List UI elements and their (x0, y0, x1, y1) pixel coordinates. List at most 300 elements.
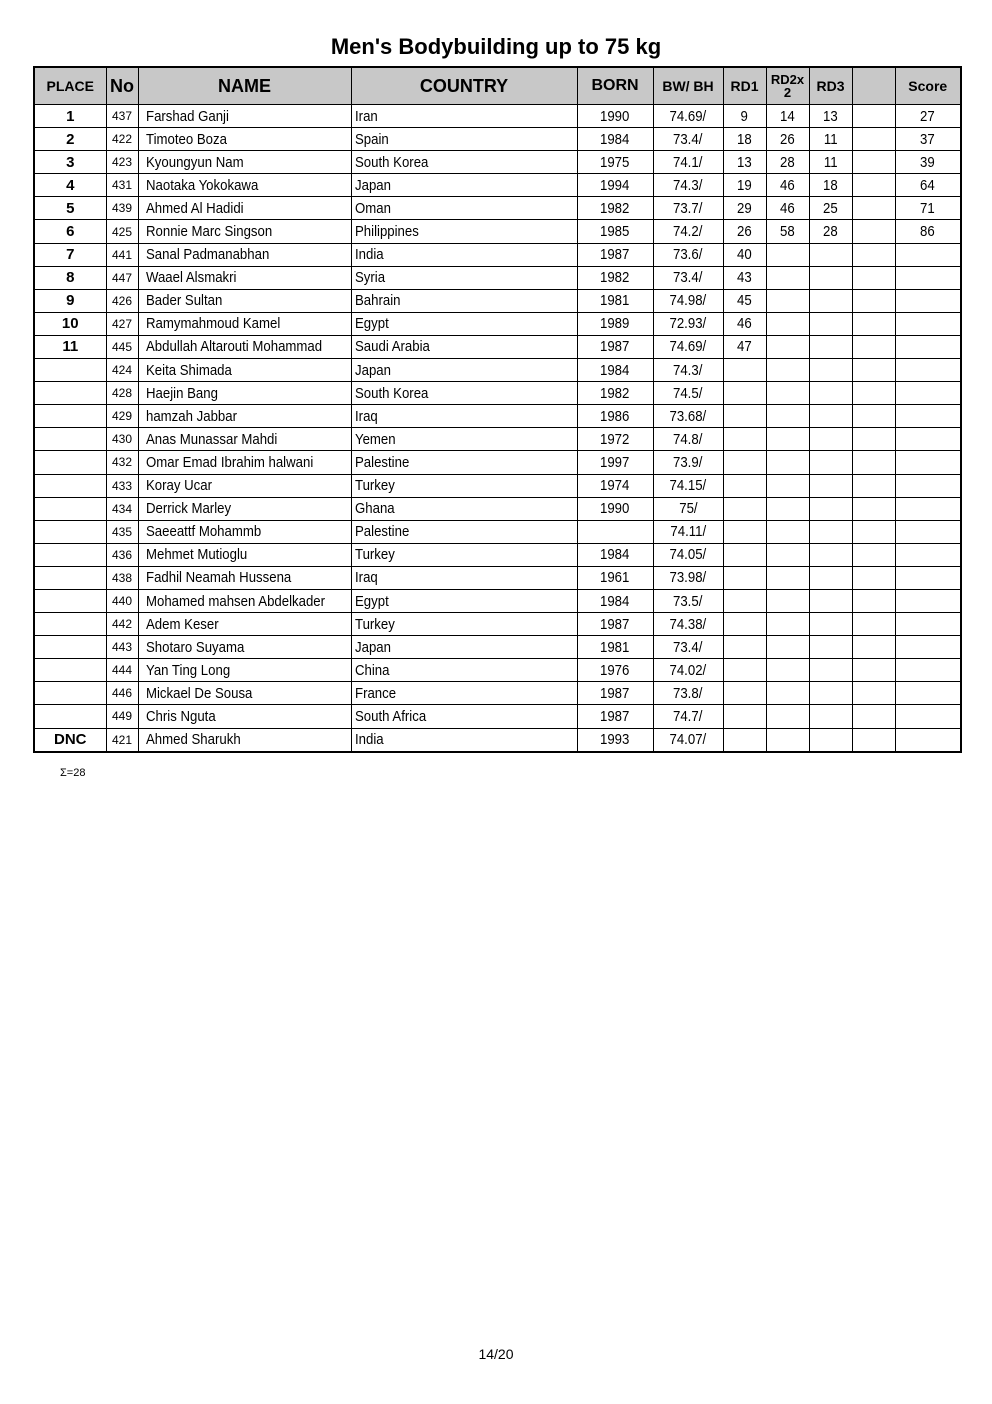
cell-score (895, 243, 961, 266)
cell-bw-text: 74.3/ (673, 176, 703, 194)
cell-rd1 (723, 243, 766, 266)
cell-name (138, 428, 351, 451)
cell-name-text: hamzah Jabbar (145, 407, 237, 425)
cell-rd2 (766, 659, 809, 682)
cell-country-text: Egypt (354, 592, 389, 610)
cell-born-text: 1961 (600, 569, 630, 587)
cell-country (351, 197, 577, 220)
cell-bw-text: 73.5/ (673, 592, 703, 610)
cell-born (577, 497, 653, 520)
table-row (34, 197, 961, 220)
cell-no: 439 (106, 197, 138, 220)
cell-country-text: Oman (354, 199, 391, 217)
cell-rd1-text: 43 (737, 269, 752, 287)
cell-name (138, 266, 351, 289)
cell-place: 4 (34, 174, 106, 197)
cell-rd1-text: 45 (737, 292, 752, 310)
cell-rd1 (723, 543, 766, 566)
cell-rd1 (723, 312, 766, 335)
table-row (34, 151, 961, 174)
cell-score (895, 289, 961, 312)
cell-country (351, 243, 577, 266)
cell-rd1 (723, 451, 766, 474)
cell-country (351, 266, 577, 289)
cell-place (34, 566, 106, 589)
cell-born-text: 1987 (600, 246, 630, 264)
cell-rd1 (723, 474, 766, 497)
cell-country (351, 613, 577, 636)
cell-place (34, 359, 106, 382)
cell-place: DNC (34, 728, 106, 752)
cell-rd1 (723, 705, 766, 728)
cell-bw-text: 73.68/ (669, 407, 707, 425)
cell-born (577, 428, 653, 451)
cell-bw (653, 589, 723, 612)
table-row (34, 451, 961, 474)
cell-bw (653, 474, 723, 497)
cell-rd3 (809, 428, 852, 451)
table-row (34, 266, 961, 289)
cell-place: 5 (34, 197, 106, 220)
cell-rd3 (809, 497, 852, 520)
cell-place (34, 474, 106, 497)
table-row (34, 543, 961, 566)
cell-born-text: 1994 (600, 176, 630, 194)
cell-rd1-text: 19 (737, 176, 752, 194)
cell-rd1-text: 47 (737, 338, 752, 356)
cell-rd2 (766, 497, 809, 520)
cell-name (138, 659, 351, 682)
cell-place: 2 (34, 128, 106, 151)
cell-name (138, 197, 351, 220)
cell-rd2 (766, 451, 809, 474)
cell-bw (653, 405, 723, 428)
cell-country-text: France (354, 684, 396, 702)
cell-rd2 (766, 151, 809, 174)
cell-country-text: Turkey (354, 477, 395, 495)
cell-country (351, 382, 577, 405)
cell-bw-text: 73.4/ (673, 638, 703, 656)
cell-born-text: 1984 (600, 592, 630, 610)
cell-rd2 (766, 220, 809, 243)
cell-bw-text: 74.02/ (669, 661, 707, 679)
cell-blank (852, 451, 895, 474)
cell-score (895, 589, 961, 612)
cell-name (138, 682, 351, 705)
cell-rd3 (809, 174, 852, 197)
table-row (34, 474, 961, 497)
cell-rd3-text: 18 (823, 176, 838, 194)
cell-rd3 (809, 682, 852, 705)
cell-score-text: 64 (920, 176, 936, 194)
cell-blank (852, 151, 895, 174)
cell-bw (653, 174, 723, 197)
cell-place: 3 (34, 151, 106, 174)
cell-rd2 (766, 289, 809, 312)
cell-bw-text: 73.8/ (673, 684, 703, 702)
cell-place (34, 451, 106, 474)
cell-no: 442 (106, 613, 138, 636)
cell-score (895, 105, 961, 128)
col-header-score: Score (895, 67, 961, 105)
cell-bw (653, 289, 723, 312)
cell-name (138, 220, 351, 243)
table-row (34, 728, 961, 752)
cell-bw-text: 74.98/ (669, 292, 707, 310)
table-row (34, 705, 961, 728)
cell-rd1 (723, 289, 766, 312)
cell-born (577, 705, 653, 728)
cell-no: 427 (106, 312, 138, 335)
cell-country (351, 589, 577, 612)
cell-born-text: 1989 (600, 315, 630, 333)
cell-no: 449 (106, 705, 138, 728)
cell-country-text: Bahrain (354, 292, 400, 310)
cell-born (577, 405, 653, 428)
cell-no: 445 (106, 335, 138, 358)
table-row (34, 405, 961, 428)
cell-blank (852, 728, 895, 752)
cell-blank (852, 359, 895, 382)
cell-rd3 (809, 220, 852, 243)
cell-score (895, 335, 961, 358)
cell-bw-text: 75/ (678, 500, 698, 518)
cell-born (577, 174, 653, 197)
cell-country (351, 312, 577, 335)
cell-place: 10 (34, 312, 106, 335)
cell-bw-text: 73.4/ (673, 130, 703, 148)
cell-place (34, 382, 106, 405)
page-title: Men's Bodybuilding up to 75 kg (330, 34, 662, 59)
cell-rd3-text: 28 (823, 223, 838, 241)
cell-no: 428 (106, 382, 138, 405)
cell-name (138, 474, 351, 497)
col-header-name: NAME (138, 67, 351, 105)
cell-name (138, 151, 351, 174)
cell-rd1-text: 46 (737, 315, 752, 333)
cell-place (34, 636, 106, 659)
cell-country (351, 405, 577, 428)
cell-born-text: 1987 (600, 707, 630, 725)
cell-name (138, 497, 351, 520)
cell-blank (852, 428, 895, 451)
cell-country-text: China (354, 661, 389, 679)
cell-born-text: 1987 (600, 338, 630, 356)
cell-bw (653, 520, 723, 543)
cell-name (138, 382, 351, 405)
cell-country-text: Japan (354, 176, 391, 194)
cell-name (138, 243, 351, 266)
cell-score (895, 636, 961, 659)
col-header-rd1: RD1 (723, 67, 766, 105)
cell-rd3 (809, 266, 852, 289)
cell-country (351, 359, 577, 382)
cell-country (351, 474, 577, 497)
cell-rd2-text: 14 (780, 107, 795, 125)
cell-rd1-text: 40 (737, 246, 752, 264)
cell-name-text: Chris Nguta (145, 707, 216, 725)
cell-rd1 (723, 589, 766, 612)
table-row (34, 382, 961, 405)
cell-rd3 (809, 151, 852, 174)
cell-rd3 (809, 243, 852, 266)
cell-rd1 (723, 659, 766, 682)
cell-name-text: Yan Ting Long (145, 661, 230, 679)
cell-no: 430 (106, 428, 138, 451)
cell-rd1 (723, 266, 766, 289)
cell-rd3 (809, 589, 852, 612)
cell-rd3 (809, 405, 852, 428)
cell-rd2-text: 26 (780, 130, 795, 148)
cell-score (895, 659, 961, 682)
cell-no: 440 (106, 589, 138, 612)
cell-country-text: South Korea (354, 153, 428, 171)
cell-no: 437 (106, 105, 138, 128)
cell-rd1 (723, 728, 766, 752)
cell-rd3 (809, 382, 852, 405)
cell-country (351, 451, 577, 474)
cell-no: 429 (106, 405, 138, 428)
cell-rd3 (809, 636, 852, 659)
cell-rd2 (766, 312, 809, 335)
cell-rd1-text: 13 (737, 153, 752, 171)
cell-born (577, 451, 653, 474)
cell-no: 424 (106, 359, 138, 382)
cell-bw-text: 72.93/ (669, 315, 707, 333)
cell-rd2 (766, 636, 809, 659)
cell-no: 441 (106, 243, 138, 266)
cell-no: 431 (106, 174, 138, 197)
cell-name (138, 543, 351, 566)
cell-name-text: Kyoungyun Nam (145, 153, 244, 171)
cell-blank (852, 613, 895, 636)
cell-name (138, 359, 351, 382)
cell-rd2 (766, 405, 809, 428)
cell-score (895, 451, 961, 474)
cell-name (138, 174, 351, 197)
cell-score (895, 497, 961, 520)
table-row (34, 428, 961, 451)
col-header-rd2: RD2x 2 (766, 67, 809, 105)
col-header-bw: BW/ BH (653, 67, 723, 105)
cell-blank (852, 682, 895, 705)
cell-name-text: Bader Sultan (145, 292, 222, 310)
cell-born-text: 1987 (600, 615, 630, 633)
cell-name-text: Farshad Ganji (145, 107, 229, 125)
cell-rd1-text: 29 (737, 199, 752, 217)
table-row (34, 589, 961, 612)
cell-rd2-text: 46 (780, 199, 795, 217)
cell-born (577, 520, 653, 543)
cell-rd3 (809, 312, 852, 335)
cell-rd1 (723, 636, 766, 659)
cell-bw (653, 636, 723, 659)
cell-no: 432 (106, 451, 138, 474)
cell-score (895, 728, 961, 752)
cell-born (577, 243, 653, 266)
cell-country-text: Philippines (354, 223, 419, 241)
cell-rd1 (723, 220, 766, 243)
cell-country-text: Spain (354, 130, 389, 148)
cell-bw-text: 74.69/ (669, 107, 707, 125)
cell-rd3 (809, 520, 852, 543)
cell-country-text: Japan (354, 361, 391, 379)
cell-bw-text: 74.07/ (669, 731, 707, 749)
cell-rd2-text: 28 (780, 153, 795, 171)
cell-name-text: Anas Munassar Mahdi (145, 430, 277, 448)
table-row (34, 359, 961, 382)
cell-blank (852, 382, 895, 405)
cell-rd3 (809, 613, 852, 636)
cell-rd3 (809, 359, 852, 382)
cell-born-text: 1976 (600, 661, 630, 679)
cell-bw (653, 151, 723, 174)
cell-rd3-text: 11 (823, 130, 838, 148)
cell-blank (852, 243, 895, 266)
cell-rd2 (766, 105, 809, 128)
cell-name-text: Saeeattf Mohammb (145, 523, 261, 541)
cell-born-text: 1982 (600, 269, 630, 287)
cell-born (577, 359, 653, 382)
cell-born (577, 220, 653, 243)
cell-rd1 (723, 359, 766, 382)
cell-rd1 (723, 128, 766, 151)
cell-rd1 (723, 497, 766, 520)
cell-country-text: South Korea (354, 384, 428, 402)
cell-name (138, 451, 351, 474)
cell-rd3 (809, 335, 852, 358)
cell-name (138, 566, 351, 589)
cell-country (351, 428, 577, 451)
cell-place: 6 (34, 220, 106, 243)
cell-score (895, 151, 961, 174)
cell-rd2 (766, 543, 809, 566)
cell-score (895, 197, 961, 220)
cell-place (34, 543, 106, 566)
cell-blank (852, 105, 895, 128)
cell-score (895, 359, 961, 382)
cell-born (577, 543, 653, 566)
cell-rd2 (766, 613, 809, 636)
cell-country (351, 682, 577, 705)
cell-bw-text: 73.7/ (673, 199, 703, 217)
col-header-place: PLACE (34, 67, 106, 105)
cell-country-text: Palestine (354, 523, 409, 541)
cell-rd2 (766, 174, 809, 197)
col-header-rd3: RD3 (809, 67, 852, 105)
table-row (34, 613, 961, 636)
cell-bw-text: 74.2/ (673, 223, 703, 241)
cell-born-text: 1981 (600, 638, 630, 656)
cell-score (895, 312, 961, 335)
cell-name (138, 335, 351, 358)
cell-rd2 (766, 335, 809, 358)
cell-born-text: 1982 (600, 199, 630, 217)
cell-rd2 (766, 520, 809, 543)
cell-bw-text: 74.5/ (673, 384, 703, 402)
cell-rd3 (809, 566, 852, 589)
cell-rd2 (766, 705, 809, 728)
cell-born (577, 589, 653, 612)
cell-rd2 (766, 382, 809, 405)
cell-score-text: 39 (920, 153, 936, 171)
cell-name-text: Mehmet Mutioglu (145, 546, 247, 564)
cell-born (577, 151, 653, 174)
table-row (34, 128, 961, 151)
cell-name-text: Timoteo Boza (145, 130, 227, 148)
cell-name-text: Abdullah Altarouti Mohammad (145, 338, 322, 356)
cell-country-text: Syria (354, 269, 385, 287)
cell-blank (852, 543, 895, 566)
table-row (34, 105, 961, 128)
cell-score (895, 613, 961, 636)
cell-place: 1 (34, 105, 106, 128)
cell-rd1 (723, 105, 766, 128)
table-row (34, 636, 961, 659)
cell-bw-text: 74.3/ (673, 361, 703, 379)
cell-born (577, 682, 653, 705)
cell-born (577, 105, 653, 128)
cell-rd2 (766, 428, 809, 451)
cell-no: 426 (106, 289, 138, 312)
cell-rd1 (723, 428, 766, 451)
cell-rd3-text: 13 (823, 107, 838, 125)
cell-country (351, 728, 577, 752)
cell-bw (653, 451, 723, 474)
cell-blank (852, 335, 895, 358)
cell-place: 11 (34, 335, 106, 358)
cell-bw (653, 220, 723, 243)
cell-no: 444 (106, 659, 138, 682)
cell-country (351, 174, 577, 197)
cell-bw (653, 428, 723, 451)
cell-rd3-text: 25 (823, 199, 838, 217)
cell-name-text: Adem Keser (145, 615, 219, 633)
cell-bw-text: 73.98/ (669, 569, 707, 587)
cell-no: 446 (106, 682, 138, 705)
cell-score (895, 220, 961, 243)
cell-name-text: Shotaro Suyama (145, 638, 244, 656)
cell-rd3 (809, 659, 852, 682)
cell-rd3 (809, 197, 852, 220)
cell-name (138, 705, 351, 728)
cell-place (34, 682, 106, 705)
cell-country (351, 335, 577, 358)
cell-rd2-text: 46 (780, 176, 795, 194)
cell-born-text: 1984 (600, 130, 630, 148)
cell-score (895, 405, 961, 428)
cell-name (138, 312, 351, 335)
cell-rd1 (723, 520, 766, 543)
cell-name-text: Mickael De Sousa (145, 684, 252, 702)
results-table (33, 66, 962, 753)
cell-score (895, 128, 961, 151)
cell-place (34, 497, 106, 520)
cell-place (34, 589, 106, 612)
cell-name (138, 405, 351, 428)
cell-blank (852, 220, 895, 243)
cell-country (351, 220, 577, 243)
cell-blank (852, 266, 895, 289)
cell-place: 9 (34, 289, 106, 312)
cell-bw (653, 728, 723, 752)
cell-born (577, 728, 653, 752)
cell-born-text: 1986 (600, 407, 630, 425)
cell-bw (653, 105, 723, 128)
cell-country-text: Ghana (354, 500, 395, 518)
cell-bw (653, 566, 723, 589)
cell-born (577, 197, 653, 220)
